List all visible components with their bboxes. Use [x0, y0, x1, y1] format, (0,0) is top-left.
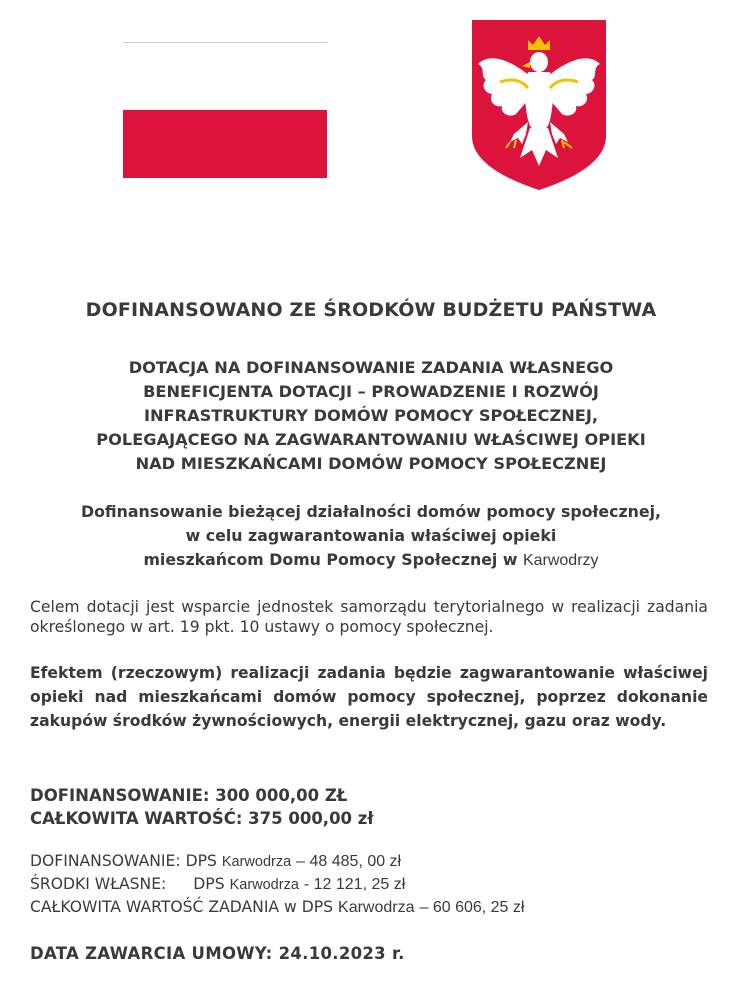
polish-flag: [123, 42, 327, 178]
breakdown-dps: DPS: [193, 875, 225, 893]
cost-breakdown: [30, 850, 524, 919]
page-title: DOFINANSOWANO ZE ŚRODKÓW BUDŻETU PAŃSTWA: [85, 299, 657, 321]
description-line: w celu zagwarantowania właściwej opieki: [185, 526, 557, 545]
description-line: Dofinansowanie bieżącej działalności domów pomocy społecznej,: [80, 502, 662, 521]
flag-white-band: [123, 43, 327, 110]
grant-subheading: [0, 356, 742, 476]
description-w: w: [502, 550, 518, 569]
breakdown-value: - 12 121, 25 zł: [303, 876, 406, 893]
subheading-line: INFRASTRUKTURY DOMÓW POMOCY SPOŁECZNEJ,: [143, 406, 599, 425]
subheading-line: BENEFICJENTA DOTACJI – PROWADZENIE I ROZWÓJ: [143, 382, 599, 401]
breakdown-row: [30, 850, 524, 873]
effect-paragraph: Efektem (rzeczowym) realizacji zadania będzie zagwarantowanie właściwej opieki nad mieszkańcami domów pomocy społecznej, poprzez dokonanie zakupów środków żywnościowych, energii elektrycznej, gazu oraz wody.: [30, 664, 708, 730]
description-line: [0, 548, 742, 573]
breakdown-place: Karwodrza: [221, 854, 292, 870]
task-description: [0, 500, 742, 573]
breakdown-place: Karwodrza: [338, 899, 415, 916]
breakdown-label: ŚRODKI WŁASNE:: [30, 875, 167, 893]
breakdown-label: DOFINANSOWANIE: DPS: [30, 852, 217, 870]
contract-date: DATA ZAWARCIA UMOWY: 24.10.2023 r.: [30, 944, 405, 963]
breakdown-row: [30, 873, 524, 896]
funding-total: DOFINANSOWANIE: 300 000,00 ZŁ: [30, 786, 348, 805]
total-value: CAŁKOWITA WARTOŚĆ: 375 000,00 zł: [30, 809, 374, 828]
breakdown-place: Karwodrza: [229, 877, 299, 893]
description-text: mieszkańcom Domu Pomocy Społecznej: [143, 550, 498, 569]
flag-red-band: [123, 110, 327, 178]
polish-coat-of-arms-icon: [470, 18, 608, 192]
place-name: Karwodrzy: [522, 552, 599, 569]
subheading-line: POLEGAJĄCEGO NA ZAGWARANTOWANIU WŁAŚCIWEJ OPIEKI: [96, 430, 646, 449]
goal-paragraph: Celem dotacji jest wsparcie jednostek samorządu terytorialnego w realizacji zadania określonego w art. 19 pkt. 10 ustawy o pomocy społecznej.: [30, 598, 708, 636]
subheading-line: DOTACJA NA DOFINANSOWANIE ZADANIA WŁASNEGO: [128, 358, 614, 377]
breakdown-label: CAŁKOWITA WARTOŚĆ ZADANIA w DPS: [30, 898, 334, 916]
subheading-line: NAD MIESZKAŃCAMI DOMÓW POMOCY SPOŁECZNEJ: [135, 454, 607, 473]
breakdown-value: – 60 606, 25 zł: [419, 899, 525, 916]
funding-amounts: [30, 784, 374, 830]
breakdown-row: [30, 896, 524, 919]
breakdown-value: – 48 485, 00 zł: [296, 853, 402, 870]
